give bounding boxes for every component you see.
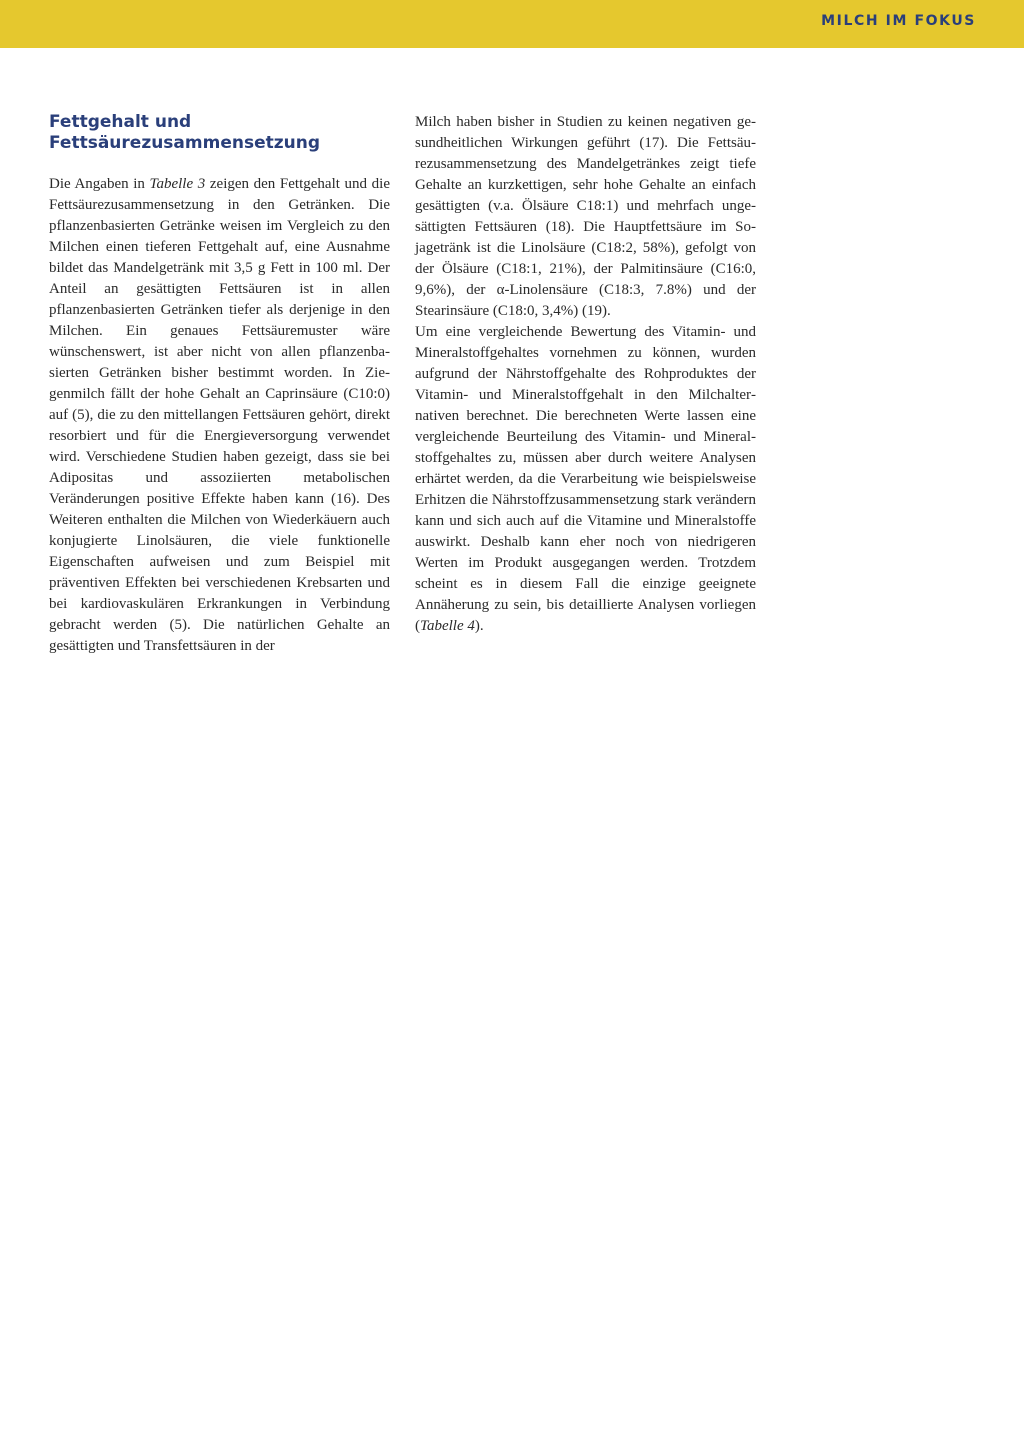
paragraph-text: Um eine vergleichende Bewertung des Vitamin- und Mineralstoffgehaltes vornehmen zu können, wurden aufgrund der Nährstoffgehalte des Rohproduktes der Vitamin- und Mineralstoffgehalt in den Milchalternativen berechnet. Die berechneten Werte lassen eine vergleichende Beurteilung des Vitamin- und Mineralstoffgehaltes zu, müssen aber durch weitere Analysen erhärtet werden, da die Verarbeitung wie beispielsweise Erhitzen die Nährstoffzusammensetzung stark verändern kann und sich auch auf die Vitamine und Mineralstoffe auswirkt. Deshalb kann eher noch von niedrigeren Werten im Produkt ausgegangen werden. Trotzdem scheint es in diesem Fall die einzige geeignete Annäherung zu sein, bis detaillierte Analysen vorliegen ( bbox=[415, 324, 756, 634]
paragraph-fat-content bbox=[49, 174, 390, 657]
section-heading bbox=[49, 112, 390, 154]
heading-line-2: Fettsäurezusammensetzung bbox=[49, 133, 321, 153]
left-column bbox=[49, 112, 390, 657]
paragraph-text: zeigen den Fettgehalt und die Fettsäurezusammensetzung in den Getränken. Die pflanzenbasierten Getränke weisen im Vergleich zu den Milchen einen tieferen Fettgehalt auf, eine Ausnahme bildet das Mandelgetränk mit 3,5 g Fett in 100 ml. Der Anteil an gesättigten Fettsäuren ist in allen pflanzenbasierten Getränken tiefer als derjenige in den Milchen. Ein genaues Fettsäuremuster wäre wünschenswert, ist aber nicht von allen pflanzenbasierten Getränken bisher bestimmt worden. In Ziegenmilch fällt der hohe Gehalt an Caprinsäure (C10:0) auf (5), die zu den mittellangen Fettsäuren gehört, direkt resorbiert und für die Energieversorgung verwendet wird. Verschiedene Studien haben gezeigt, dass sie bei Adipositas und assoziierten metabolischen Veränderungen positive Effekte haben kann (16). Des Weiteren enthalten die Milchen von Wiederkäuern auch konjugierte Linolsäuren, die viele funktionelle Eigenschaften aufweisen und zum Beispiel mit präventiven Effekten bei verschiedenen Krebsarten und bei kardiovaskulären Erkrankungen in Verbindung gebracht werden (5). Die natürlichen Gehalte an gesättigten und Transfettsäuren in der bbox=[49, 176, 390, 654]
paragraph-vitamins-minerals bbox=[415, 322, 756, 637]
paragraph-text: Die Angaben in bbox=[49, 176, 150, 192]
section-label: MILCH IM FOKUS bbox=[821, 13, 976, 29]
paragraph-text: ). bbox=[474, 618, 484, 634]
header-band bbox=[0, 0, 1024, 48]
table-reference: Tabelle 3 bbox=[149, 176, 206, 192]
right-column bbox=[415, 112, 756, 637]
table-reference: Tabelle 4 bbox=[420, 618, 475, 634]
paragraph-fatty-acids: Milch haben bisher in Studien zu keinen negativen gesundheitlichen Wirkungen geführt (17). Die Fettsäurezusammensetzung des Mandelgetränkes zeigt tiefe Gehalte an kurzkettigen, sehr hohe Gehalte an einfach gesättigten (v.a. Ölsäure C18:1) und mehrfach ungesättigten Fettsäuren (18). Die Hauptfettsäure im Sojagetränk ist die Linolsäure (C18:2, 58%), gefolgt von der Ölsäure (C18:1, 21%), der Palmitinsäure (C16:0, 9,6%), der α-Linolensäure (C18:3, 7.8%) und der Stearinsäure (C18:0, 3,4%) (19). bbox=[415, 114, 756, 319]
heading-line-1: Fettgehalt und bbox=[49, 112, 192, 132]
